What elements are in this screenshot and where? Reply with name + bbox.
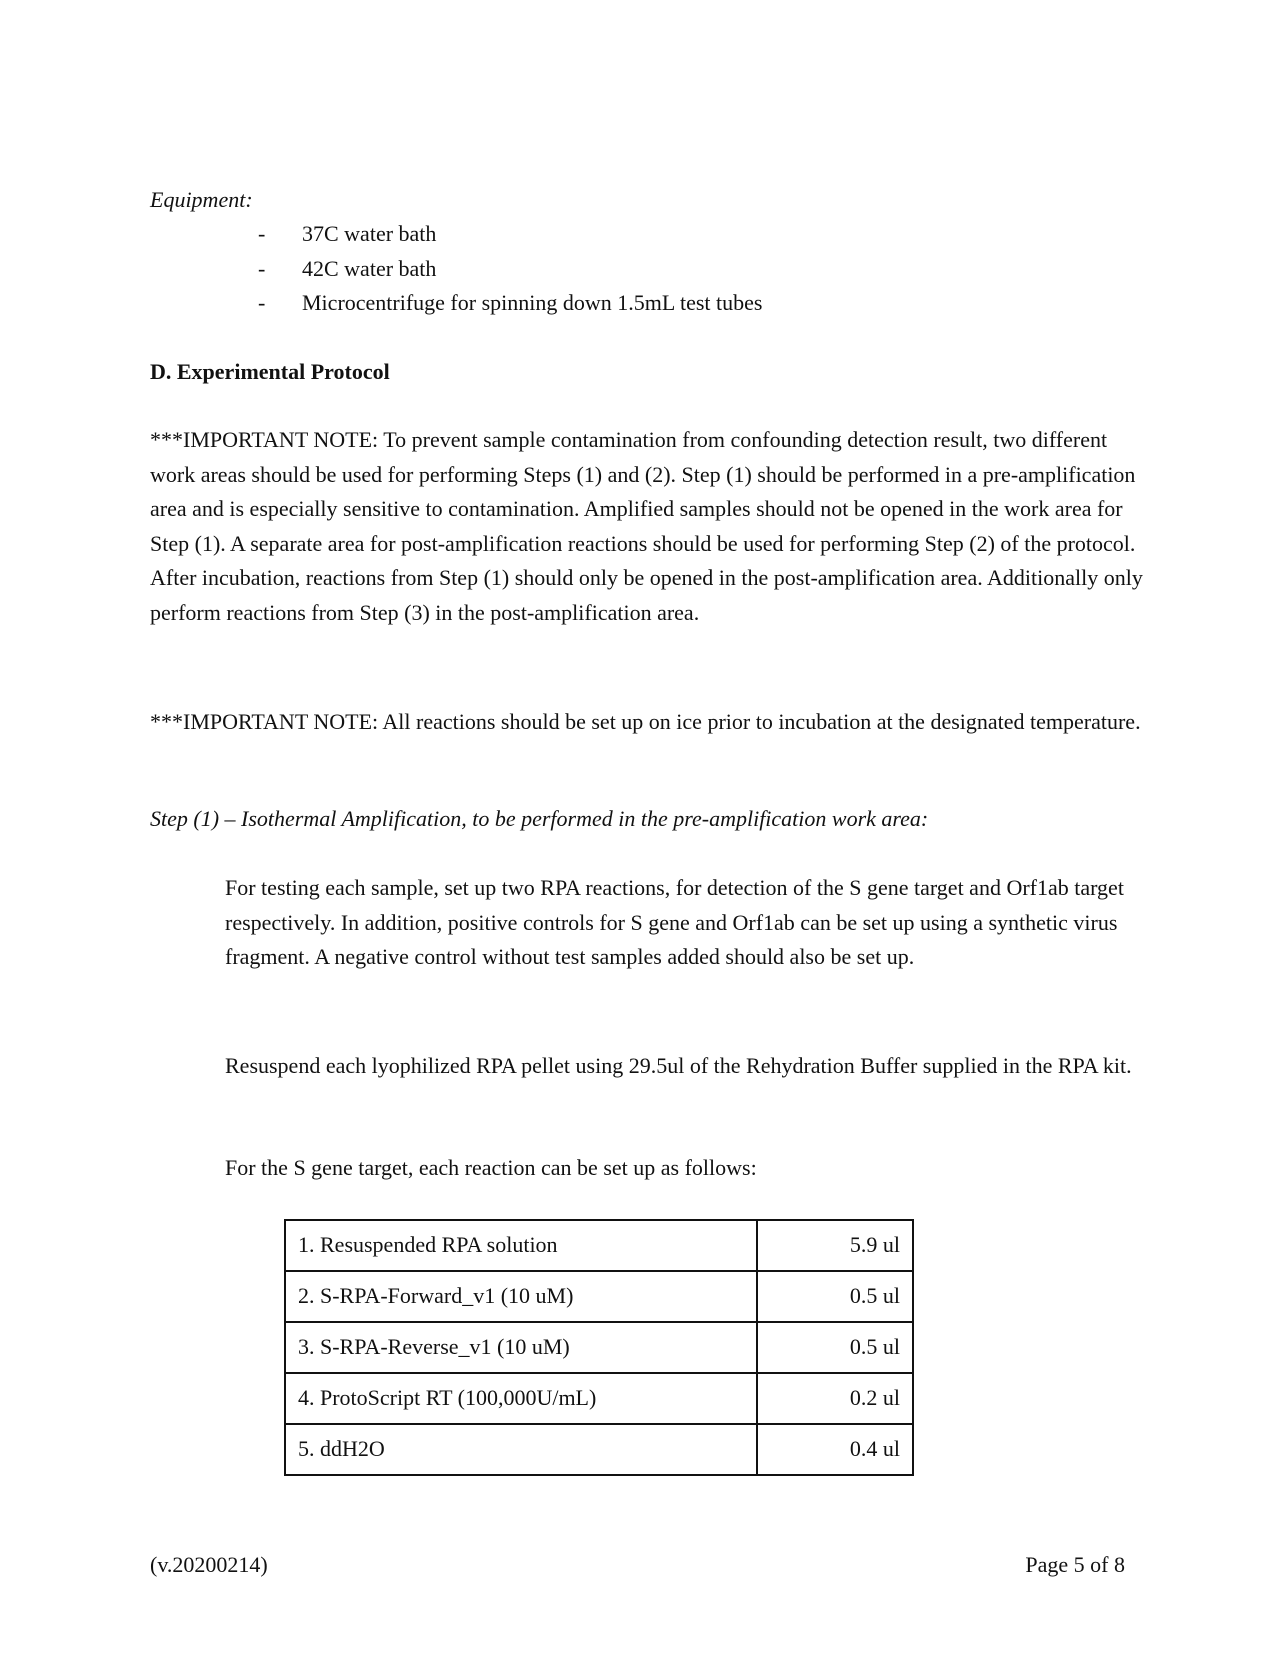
table-row <box>285 1220 913 1271</box>
footer-version: (v.20200214) <box>150 1552 268 1577</box>
list-dash: - <box>258 221 266 246</box>
equipment-item <box>258 252 763 287</box>
component-cell: 2. S-RPA-Forward_v1 (10 uM) <box>285 1271 757 1322</box>
table-row <box>285 1373 913 1424</box>
step1-paragraph-sgene: For the S gene target, each reaction can be set up as follows: <box>225 1155 757 1180</box>
list-dash: - <box>258 290 266 315</box>
equipment-item-text: 42C water bath <box>302 255 437 281</box>
equipment-item <box>258 286 763 321</box>
step1-paragraph-testing: For testing each sample, set up two RPA reactions, for detection of the S gene target and Orf1ab target respectively. In addition, positive controls for S gene and Orf1ab can be set up using a synthetic virus fragment. A negative control without test samples added should also be set up. <box>225 875 1124 969</box>
section-heading: D. Experimental Protocol <box>150 359 390 384</box>
component-cell: 4. ProtoScript RT (100,000U/mL) <box>285 1373 757 1424</box>
list-dash: - <box>258 255 266 281</box>
footer-page-number: Page 5 of 8 <box>1025 1552 1125 1577</box>
equipment-label: Equipment: <box>150 187 253 212</box>
table-row <box>285 1271 913 1322</box>
amount-cell: 0.4 ul <box>757 1424 913 1475</box>
amount-cell: 0.2 ul <box>757 1373 913 1424</box>
amount-cell: 5.9 ul <box>757 1220 913 1271</box>
amount-cell: 0.5 ul <box>757 1271 913 1322</box>
step1-heading: Step (1) – Isothermal Amplification, to be performed in the pre-amplification work area: <box>150 806 929 831</box>
step1-paragraph-resuspend: Resuspend each lyophilized RPA pellet using 29.5ul of the Rehydration Buffer supplied in the RPA kit. <box>225 1053 1132 1078</box>
reaction-table <box>284 1219 914 1476</box>
component-cell: 5. ddH2O <box>285 1424 757 1475</box>
important-note-ice: ***IMPORTANT NOTE: All reactions should be set up on ice prior to incubation at the designated temperature. <box>150 709 1141 734</box>
component-cell: 3. S-RPA-Reverse_v1 (10 uM) <box>285 1322 757 1373</box>
amount-cell: 0.5 ul <box>757 1322 913 1373</box>
equipment-item-text: 37C water bath <box>302 221 437 246</box>
table-row <box>285 1322 913 1373</box>
component-cell: 1. Resuspended RPA solution <box>285 1220 757 1271</box>
equipment-list <box>258 217 763 321</box>
table-row <box>285 1424 913 1475</box>
equipment-item <box>258 217 763 252</box>
equipment-item-text: Microcentrifuge for spinning down 1.5mL test tubes <box>302 290 763 315</box>
important-note-contamination: ***IMPORTANT NOTE: To prevent sample contamination from confounding detection result, two different work areas should be used for performing Steps (1) and (2). Step (1) should be performed in a pre-amplification area and is especially sensitive to contamination. Amplified samples should not be opened in the work area for Step (1). A separate area for post-amplification reactions should be used for performing Step (2) of the protocol. After incubation, reactions from Step (1) should only be opened in the post-amplification area. Additionally only perform reactions from Step (3) in the post-amplification area. <box>150 427 1143 625</box>
